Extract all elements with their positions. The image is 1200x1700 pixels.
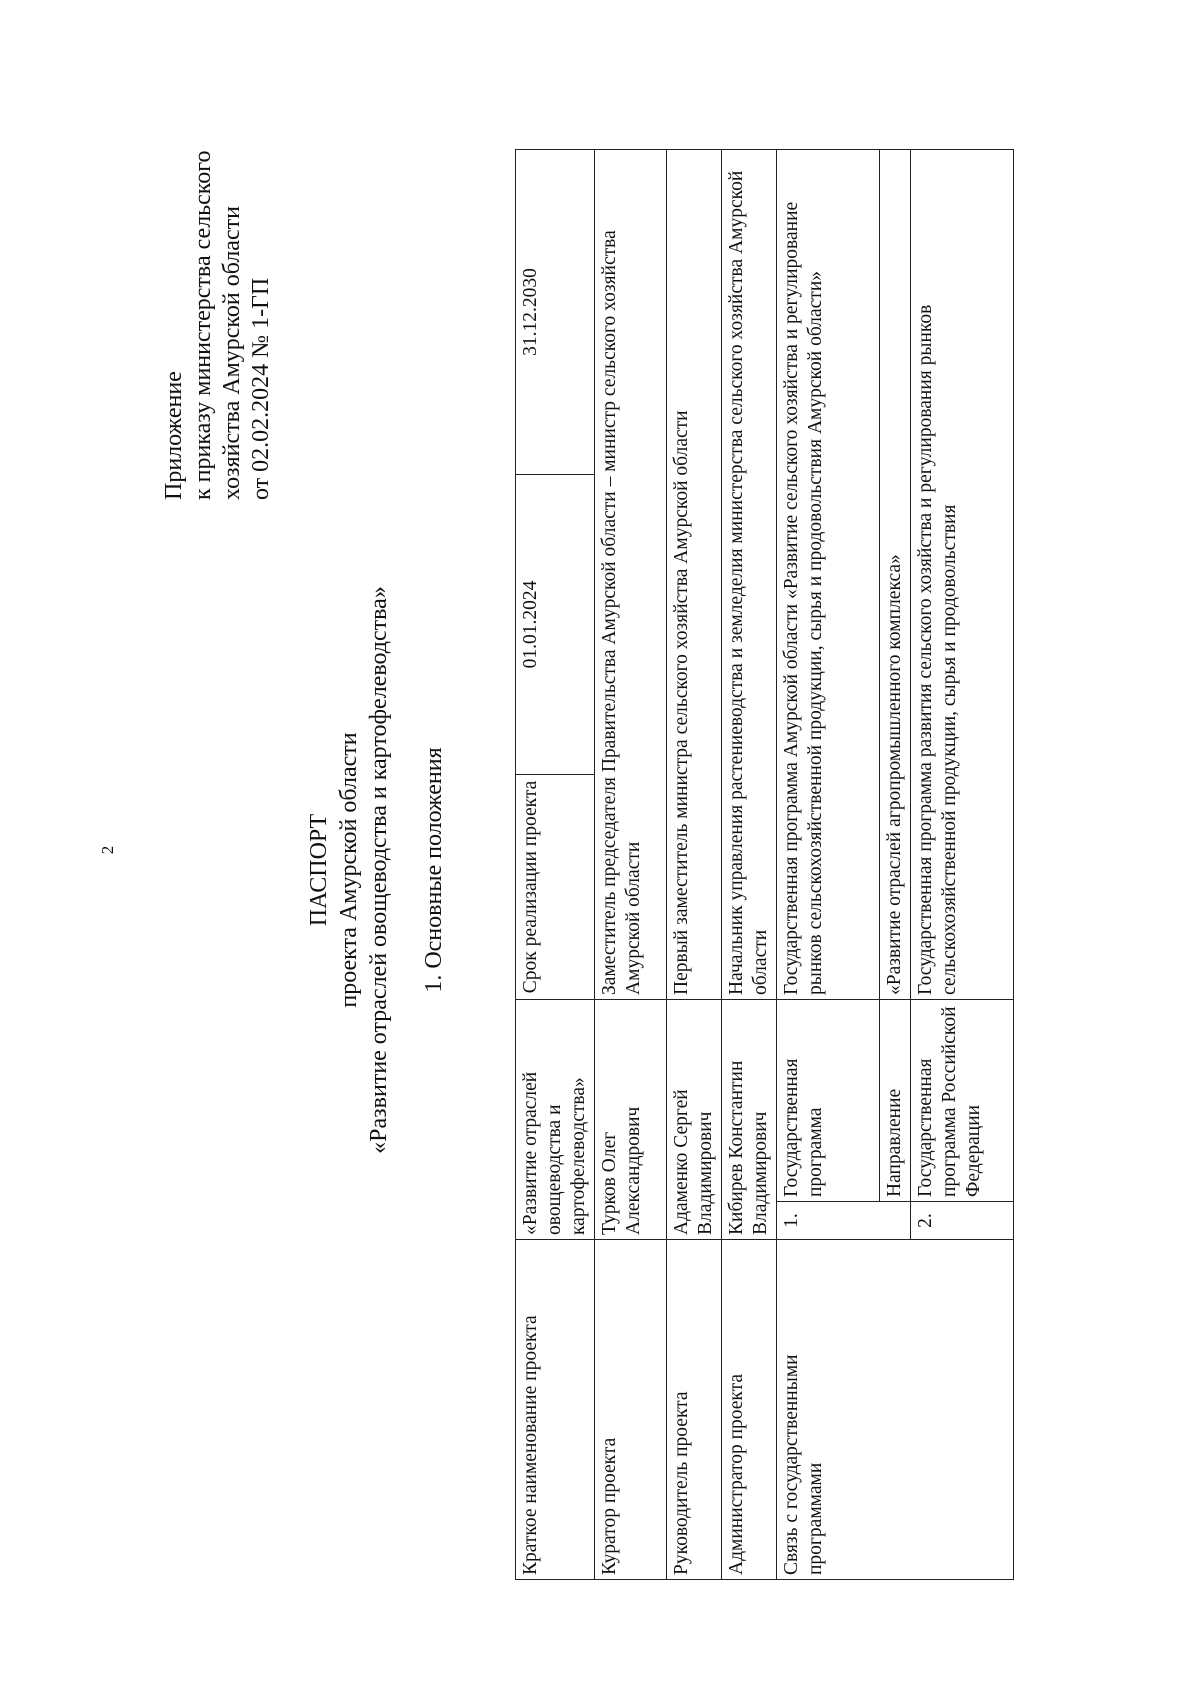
- project-name: «Развитие отраслей овощеводства и картофелеводства»: [366, 586, 392, 1154]
- term-end: 31.12.2030: [516, 149, 595, 474]
- short-name-label: Краткое наименование проекта: [516, 1240, 595, 1580]
- term-start: 01.01.2024: [516, 474, 595, 774]
- program-type: Направление: [880, 999, 911, 1201]
- admin-position: Начальник управления растениеводства и земледелия министерства сельского хозяйства Амурской области: [722, 149, 777, 999]
- passport-table: [515, 149, 1014, 1580]
- program-value: Государственная программа Амурской области «Развитие сельского хозяйства и регулирование рынков сельскохозяйственной продукции, сырья и продовольствия Амурской области»: [777, 149, 880, 999]
- rotated-page: [0, 50, 1200, 1650]
- term-label: Срок реализации проекта: [516, 774, 595, 999]
- program-type: Государственная программа: [777, 999, 880, 1201]
- head-position: Первый заместитель министра сельского хозяйства Амурской области: [667, 149, 722, 999]
- short-name-value: «Развитие отраслей овощеводства и картофелеводства»: [516, 999, 595, 1239]
- head-name: Адаменко Сергей Владимирович: [667, 999, 722, 1239]
- page-number: 2: [98, 845, 117, 855]
- document-subtitle: проекта Амурской области: [336, 732, 362, 1008]
- table-row: [777, 149, 880, 1579]
- admin-label: Администратор проекта: [722, 1240, 777, 1580]
- appendix-note: [160, 151, 276, 500]
- program-value: Государственная программа развития сельского хозяйства и регулирования рынков сельскохозяйственной продукции, сырья и продовольствия: [911, 149, 1014, 999]
- head-label: Руководитель проекта: [667, 1240, 722, 1580]
- appendix-line: к приказу министерства сельского: [190, 150, 216, 500]
- curator-name: Турков Олег Александрович: [595, 999, 667, 1239]
- table-row: [516, 149, 595, 1579]
- table-row: [722, 149, 777, 1579]
- admin-name: Кибирев Константин Владимирович: [722, 999, 777, 1239]
- programs-label: Связь с государственными программами: [777, 1240, 1014, 1580]
- program-value: «Развитие отраслей агропромышленного комплекса»: [880, 149, 911, 999]
- table-row: [667, 149, 722, 1579]
- curator-label: Куратор проекта: [595, 1240, 667, 1580]
- program-type: Государственная программа Российской Федерации: [911, 999, 1014, 1201]
- section-heading: 1. Основные положения: [421, 747, 447, 993]
- document-title: ПАСПОРТ: [306, 813, 332, 927]
- program-number: 1.: [777, 1202, 911, 1240]
- curator-position: Заместитель председателя Правительства Амурской области – министр сельского хозяйства Амурской области: [595, 149, 667, 999]
- appendix-line: от 02.02.2024 № 1-ГП: [248, 277, 274, 500]
- appendix-line: хозяйства Амурской области: [219, 206, 245, 500]
- table-row: [595, 149, 667, 1579]
- program-number: 2.: [911, 1202, 1014, 1240]
- appendix-line: Приложение: [161, 371, 187, 500]
